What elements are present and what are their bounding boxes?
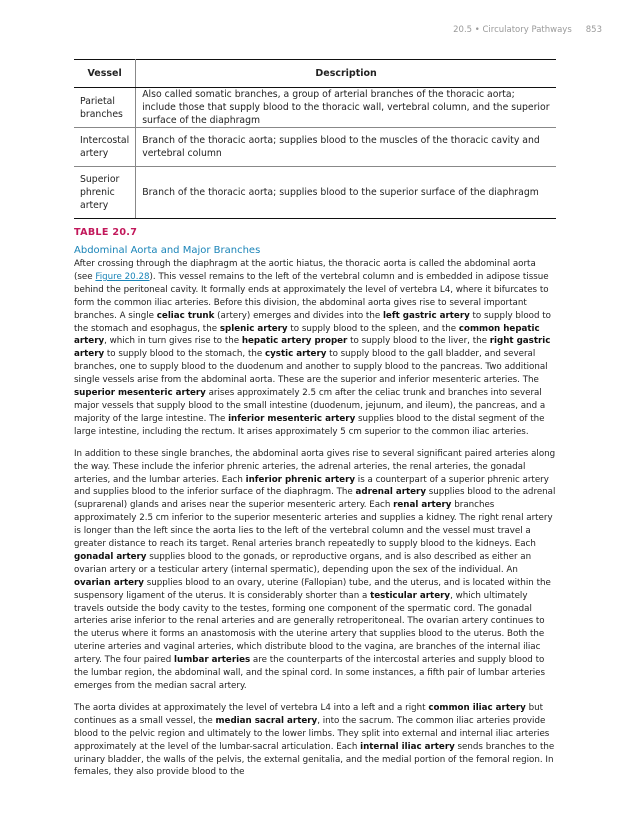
description-cell: Also called somatic branches, a group of arterial branches of the thoracic aorta; include those that supply blood to the thoracic wall, vertebral column, and the superior surface of the diaphragm bbox=[136, 88, 556, 128]
text-run: supplies blood to the adrenal (suprarenal) glands and arises near the superior mesenteric artery. Each bbox=[74, 487, 556, 511]
text-run: ). This vessel remains to the left of the vertebral column and is embedded in adipose tissue behind the peritoneal cavity. It formally ends at approximately the level of vertebra L4, where it bifurcates to form the common iliac arteries. Before this division, the abdominal aorta gives rise to several important branches. A single bbox=[74, 271, 549, 321]
table-row bbox=[74, 88, 556, 128]
description-cell: Branch of the thoracic aorta; supplies blood to the superior surface of the diaphragm bbox=[136, 167, 556, 219]
text-run: The aorta divides at approximately the level of vertebra L4 into a left and a right bbox=[74, 702, 429, 713]
text-run: are the counterparts of the intercostal arteries and supply blood to the lumbar region, the abdominal wall, and the spinal cord. In some instances, a fifth pair of lumbar arteries emerges from the median sacral artery. bbox=[74, 655, 546, 691]
text-run: to supply blood to the liver, the bbox=[347, 336, 490, 347]
key-term: superior mesenteric artery bbox=[74, 388, 206, 399]
text-run: sends branches to the urinary bladder, the walls of the pelvis, the external genitalia, and the medial portion of the femoral region. In females, they also provide blood to the bbox=[74, 741, 555, 778]
page-number: 853 bbox=[585, 25, 602, 35]
text-run: , which ultimately travels outside the body cavity to the testes, forming one component of the spermatic cord. The gonadal arteries arise inferior to the renal arteries and are generally retroperitoneal. The ovarian artery continues to the uterus where it forms an anastomosis with the uterine artery that supplies blood to the uterus. Both the uterine arteries and vaginal arteries, which distribute blood to the vagina, are branches of the internal iliac artery. The four paired bbox=[74, 590, 545, 666]
text-run: is a counterpart of a superior phrenic artery and supplies blood to the inferior surface of the diaphragm. The bbox=[74, 474, 549, 498]
key-term: left gastric artery bbox=[382, 310, 470, 321]
key-term: common hepatic artery bbox=[74, 323, 540, 347]
key-term: testicular artery bbox=[370, 590, 451, 601]
key-term: renal artery bbox=[393, 500, 452, 511]
key-term: inferior phrenic artery bbox=[245, 474, 356, 485]
text-run: to supply blood to the stomach and esophagus, the bbox=[74, 310, 551, 334]
key-term: inferior mesenteric artery bbox=[228, 413, 356, 424]
running-head bbox=[453, 25, 602, 35]
key-term: common iliac artery bbox=[428, 702, 526, 713]
text-run: , into the sacrum. The common iliac arteries provide blood to the pelvic region and ultimately to the lower limbs. They split into external and internal iliac arteries approximately at the level of the lumbar-sacral articulation. Each bbox=[74, 715, 550, 752]
section-label: 20.5 • Circulatory Pathways bbox=[453, 25, 572, 35]
description-cell: Branch of the thoracic aorta; supplies blood to the muscles of the thoracic cavity and vertebral column bbox=[136, 128, 556, 167]
text-run: supplies blood to the gonads, or reproductive organs, and is also described as either an ovarian artery or a testicular artery (internal spermatic), depending upon the sex of the individual. An bbox=[74, 551, 532, 575]
vessel-table bbox=[74, 59, 556, 219]
key-term: adrenal artery bbox=[355, 487, 426, 498]
table-header-row bbox=[74, 60, 556, 88]
key-term: median sacral artery bbox=[215, 715, 318, 726]
vessel-cell: Parietal branches bbox=[74, 88, 136, 128]
key-term: right gastric artery bbox=[74, 336, 551, 360]
text-run: After crossing through the diaphragm at the aortic hiatus, the thoracic aorta is called the abdominal aorta (see bbox=[74, 259, 536, 282]
text-run: to supply blood to the spleen, and the bbox=[287, 323, 459, 334]
text-run: supplies blood to the distal segment of the large intestine, including the rectum. It arises approximately 5 cm superior to the common iliac arteries. bbox=[74, 413, 545, 437]
body-text bbox=[74, 258, 556, 788]
table-row bbox=[74, 167, 556, 219]
key-term: cystic artery bbox=[264, 349, 327, 360]
key-term: celiac trunk bbox=[156, 310, 215, 321]
key-term: ovarian artery bbox=[74, 577, 144, 588]
text-run: In addition to these single branches, the abdominal aorta gives rise to several significant paired arteries along the way. These include the inferior phrenic arteries, the adrenal arteries, the renal arteries, the gonadal arteries, and the lumbar arteries. Each bbox=[74, 448, 556, 485]
vessel-cell: Intercostal artery bbox=[74, 128, 136, 167]
text-run: supplies blood to an ovary, uterine (Fallopian) tube, and the uterus, and is located within the suspensory ligament of the uterus. It is considerably shorter than a bbox=[74, 577, 551, 601]
text-run: to supply blood to the stomach, the bbox=[104, 349, 265, 360]
key-term: internal iliac artery bbox=[360, 741, 455, 752]
key-term: splenic artery bbox=[219, 323, 288, 334]
table-caption: TABLE 20.7 bbox=[74, 227, 138, 238]
text-run: but continues as a small vessel, the bbox=[74, 702, 544, 726]
paragraph bbox=[74, 448, 556, 693]
text-run: to supply blood to the gall bladder, and several branches, one to supply blood to the duodenum and another to supply blood to the pancreas. Two additional single vessels arise from the abdominal aorta. These are the superior and inferior mesenteric arteries. The bbox=[74, 349, 548, 386]
paragraph bbox=[74, 702, 556, 779]
key-term: lumbar arteries bbox=[174, 655, 251, 666]
text-run: branches approximately 2.5 cm inferior to the superior mesenteric arteries and supplies a kidney. The right renal artery is longer than the left since the aorta lies to the left of the vertebral column and the vessel must travel a greater distance to reach its target. Renal arteries branch repeatedly to supply blood to the kidneys. Each bbox=[74, 500, 553, 550]
column-header-vessel: Vessel bbox=[74, 60, 136, 88]
text-run: , which in turn gives rise to the bbox=[104, 336, 242, 347]
text-run: (artery) emerges and divides into the bbox=[214, 310, 383, 321]
paragraph bbox=[74, 258, 556, 439]
vessel-cell: Superior phrenic artery bbox=[74, 167, 136, 219]
section-heading: Abdominal Aorta and Major Branches bbox=[74, 245, 261, 256]
column-header-description: Description bbox=[136, 60, 556, 88]
text-run: arises approximately 2.5 cm after the celiac trunk and branches into several major vessels that supply blood to the small intestine (duodenum, jejunum, and ileum), the pancreas, and a majority of the large intestine. The bbox=[74, 388, 546, 424]
table-row bbox=[74, 128, 556, 167]
figure-link[interactable]: Figure 20.28 bbox=[95, 271, 150, 282]
key-term: hepatic artery proper bbox=[241, 336, 348, 347]
key-term: gonadal artery bbox=[74, 551, 147, 562]
